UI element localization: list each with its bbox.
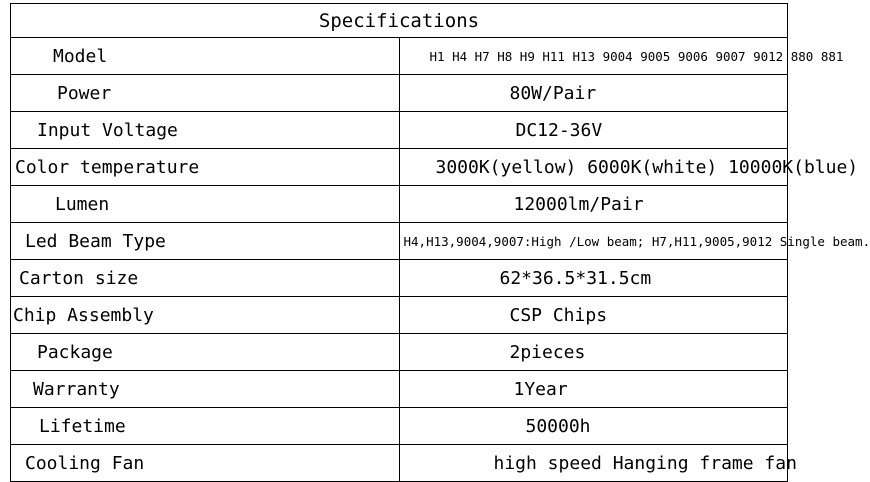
table-row-power	[11, 75, 788, 112]
spec-label: Power	[11, 75, 400, 112]
spec-value: DC12-36V	[399, 112, 788, 149]
spec-value: 12000lm/Pair	[399, 186, 788, 223]
spec-label: Lumen	[11, 186, 400, 223]
spec-label: Lifetime	[11, 408, 400, 445]
table-row-carton-size	[11, 260, 788, 297]
table-row-chip-assembly	[11, 297, 788, 334]
table-row-led-beam-type	[11, 223, 788, 260]
spec-label: Package	[11, 334, 400, 371]
spec-label: Warranty	[11, 371, 400, 408]
spec-value: H4,H13,9004,9007:High /Low beam; H7,H11,9005,9012 Single beam.	[399, 223, 788, 260]
table-row-lifetime	[11, 408, 788, 445]
table-row-cooling-fan	[11, 445, 788, 482]
table-title-row	[11, 4, 788, 38]
table-row-package	[11, 334, 788, 371]
spec-label: Cooling Fan	[11, 445, 400, 482]
spec-value: H1 H4 H7 H8 H9 H11 H13 9004 9005 9006 9007 9012 880 881	[399, 38, 788, 75]
specifications-table	[10, 3, 870, 482]
table-title: Specifications	[11, 4, 788, 38]
spec-label: Input Voltage	[11, 112, 400, 149]
spec-label: Led Beam Type	[11, 223, 400, 260]
spec-value: 3000K(yellow) 6000K(white) 10000K(blue)	[399, 149, 788, 186]
table-row-color-temperature	[11, 149, 788, 186]
spec-label: Carton size	[11, 260, 400, 297]
table-row-model	[11, 38, 788, 75]
spec-value: 50000h	[399, 408, 788, 445]
spec-label: Color temperature	[11, 149, 400, 186]
table-row-lumen	[11, 186, 788, 223]
spec-label: Chip Assembly	[11, 297, 400, 334]
spec-value: 80W/Pair	[399, 75, 788, 112]
spec-value: CSP Chips	[399, 297, 788, 334]
table-row-warranty	[11, 371, 788, 408]
table-row-input-voltage	[11, 112, 788, 149]
spec-value: 1Year	[399, 371, 788, 408]
spec-value: high speed Hanging frame fan	[399, 445, 788, 482]
spec-value: 2pieces	[399, 334, 788, 371]
spec-value: 62*36.5*31.5cm	[399, 260, 788, 297]
spec-label: Model	[11, 38, 400, 75]
